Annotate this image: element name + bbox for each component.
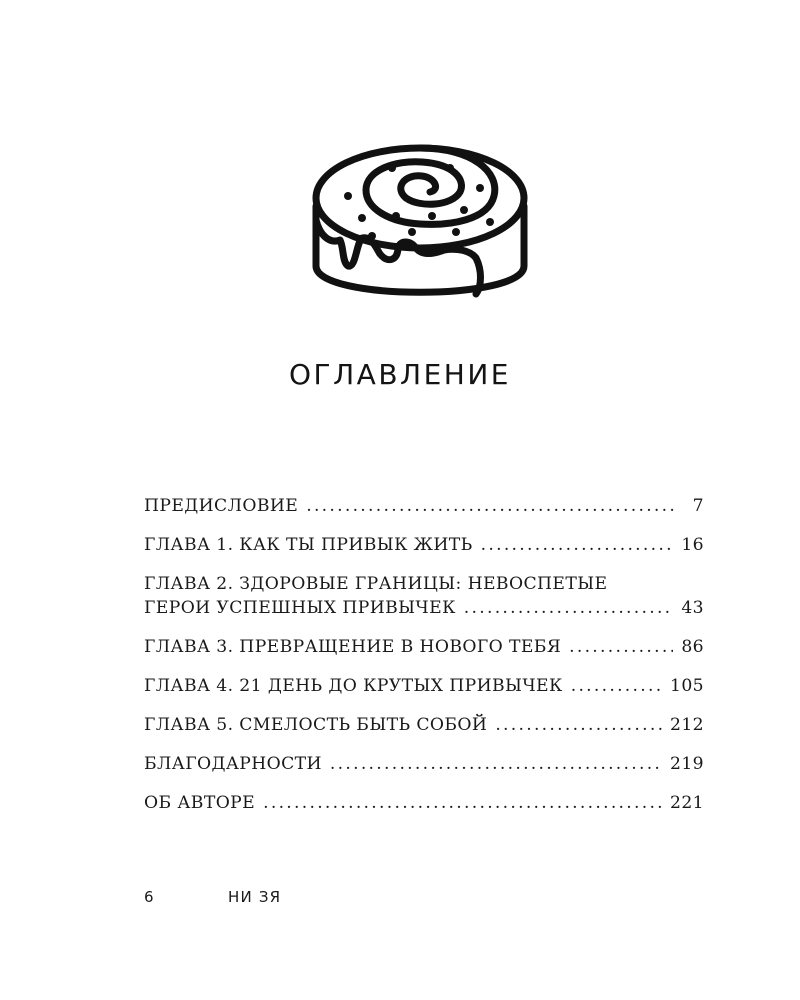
toc-page-number: 105 xyxy=(669,676,704,696)
toc-entry-chapter-5[interactable] xyxy=(144,713,704,737)
toc-entry-title: ГЛАВА 5. СМЕЛОСТЬ БЫТЬ СОБОЙ xyxy=(144,715,488,735)
toc-entry-preface[interactable] xyxy=(144,494,704,518)
toc-page-number: 86 xyxy=(681,637,704,657)
toc-dot-leader xyxy=(263,791,662,815)
page-number: 6 xyxy=(144,888,155,906)
toc-dot-leader xyxy=(464,596,674,620)
toc-entry-title: ОБ АВТОРЕ xyxy=(144,793,256,813)
toc-entry-title: БЛАГОДАРНОСТИ xyxy=(144,754,322,774)
toc-entry-chapter-3[interactable] xyxy=(144,635,704,659)
toc-entry-acknowledgements[interactable] xyxy=(144,752,704,776)
toc-page-number: 43 xyxy=(681,598,704,618)
toc-dot-leader xyxy=(306,494,674,518)
toc-page-number: 7 xyxy=(692,496,704,516)
toc-entry-title: ГЛАВА 1. КАК ТЫ ПРИВЫК ЖИТЬ xyxy=(144,535,473,555)
table-of-contents xyxy=(144,494,704,830)
toc-dot-leader xyxy=(569,635,673,659)
toc-page-number: 219 xyxy=(669,754,704,774)
toc-entry-chapter-1[interactable] xyxy=(144,533,704,557)
toc-entry-title: ГЛАВА 3. ПРЕВРАЩЕНИЕ В НОВОГО ТЕБЯ xyxy=(144,637,562,657)
toc-entry-chapter-4[interactable] xyxy=(144,674,704,698)
toc-page-number: 16 xyxy=(681,535,704,555)
toc-dot-leader xyxy=(330,752,662,776)
toc-entry-title: ГЛАВА 2. ЗДОРОВЫЕ ГРАНИЦЫ: НЕВОСПЕТЫЕ xyxy=(144,574,608,594)
page-title: ОГЛАВЛЕНИЕ xyxy=(289,358,511,391)
toc-entry-title: ГЛАВА 4. 21 ДЕНЬ ДО КРУТЫХ ПРИВЫЧЕК xyxy=(144,676,563,696)
running-head: НИ ЗЯ xyxy=(228,888,282,906)
toc-page-number: 221 xyxy=(669,793,704,813)
toc-entry-title: ПРЕДИСЛОВИЕ xyxy=(144,496,299,516)
toc-dot-leader xyxy=(481,533,674,557)
toc-entry-chapter-2[interactable] xyxy=(144,572,704,620)
cinnamon-roll-icon xyxy=(300,136,540,320)
toc-dot-leader xyxy=(571,674,662,698)
toc-page-number: 212 xyxy=(669,715,704,735)
toc-entry-title-line-2: ГЕРОИ УСПЕШНЫХ ПРИВЫЧЕК xyxy=(144,598,456,618)
toc-entry-about-author[interactable] xyxy=(144,791,704,815)
toc-dot-leader xyxy=(495,713,662,737)
